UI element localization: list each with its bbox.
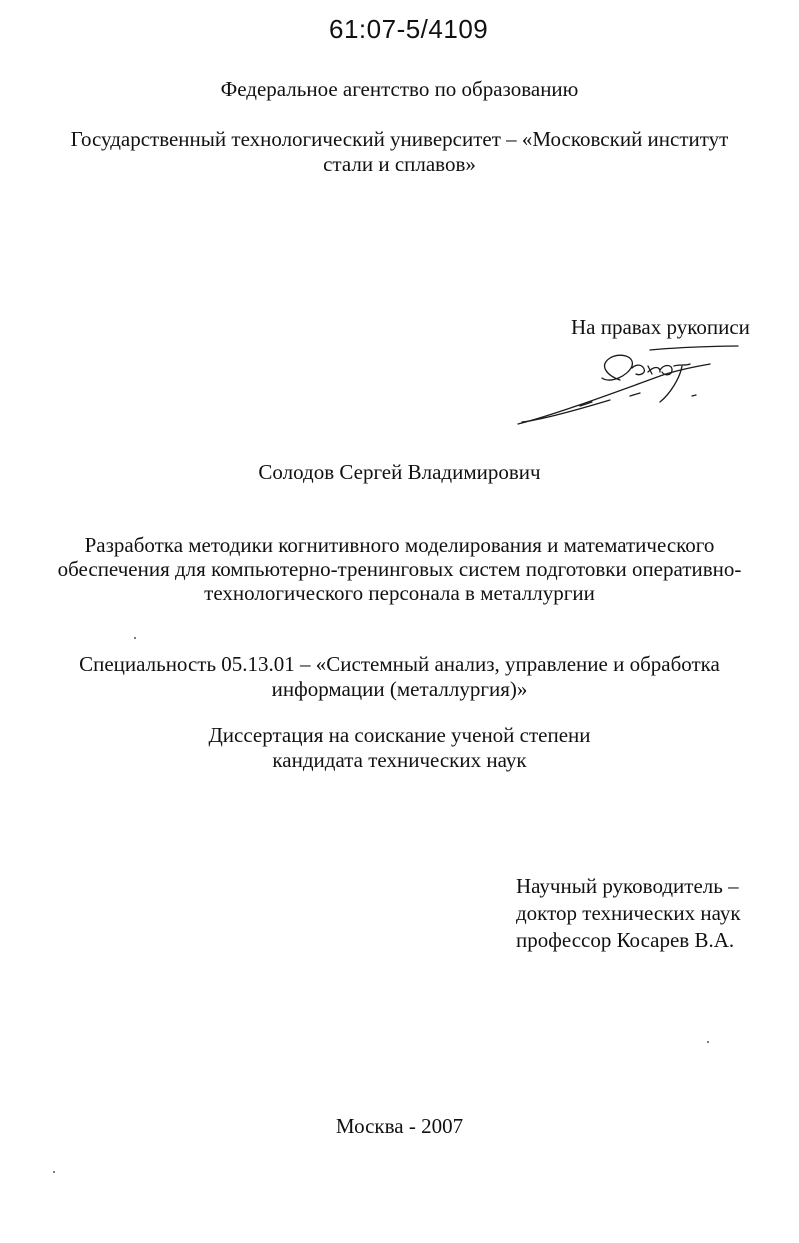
university-line-2: стали и сплавов» bbox=[323, 152, 476, 176]
place-year: Москва - 2007 bbox=[335, 1114, 464, 1138]
scan-speck bbox=[53, 1171, 55, 1173]
supervisor-line-2: доктор технических наук bbox=[516, 901, 741, 925]
archive-code: 61:07-5/4109 bbox=[329, 14, 489, 44]
university-line-1: Государственный технологический университет – «Московский институт bbox=[70, 127, 729, 151]
specialty-line-2: информации (металлургия)» bbox=[271, 677, 528, 701]
author-name: Солодов Сергей Владимирович bbox=[258, 460, 541, 484]
scan-speck bbox=[707, 1041, 709, 1043]
agency-name: Федеральное агентство по образованию bbox=[220, 77, 579, 101]
supervisor-line-1: Научный руководитель – bbox=[516, 874, 739, 898]
specialty-line-1: Специальность 05.13.01 – «Системный анализ, управление и обработка bbox=[79, 652, 720, 676]
signature-icon bbox=[510, 336, 750, 436]
degree-line-1: Диссертация на соискание ученой степени bbox=[208, 723, 591, 747]
supervisor-line-3: профессор Косарев В.А. bbox=[516, 928, 735, 952]
title-line-3: технологического персонала в металлургии bbox=[204, 581, 595, 605]
scan-speck bbox=[134, 637, 136, 639]
manuscript-note: На правах рукописи bbox=[571, 315, 750, 339]
degree-line-2: кандидата технических наук bbox=[272, 748, 527, 772]
title-line-1: Разработка методики когнитивного моделирования и математического bbox=[84, 533, 715, 557]
title-line-2: обеспечения для компьютерно-тренинговых систем подготовки оперативно- bbox=[57, 557, 742, 581]
